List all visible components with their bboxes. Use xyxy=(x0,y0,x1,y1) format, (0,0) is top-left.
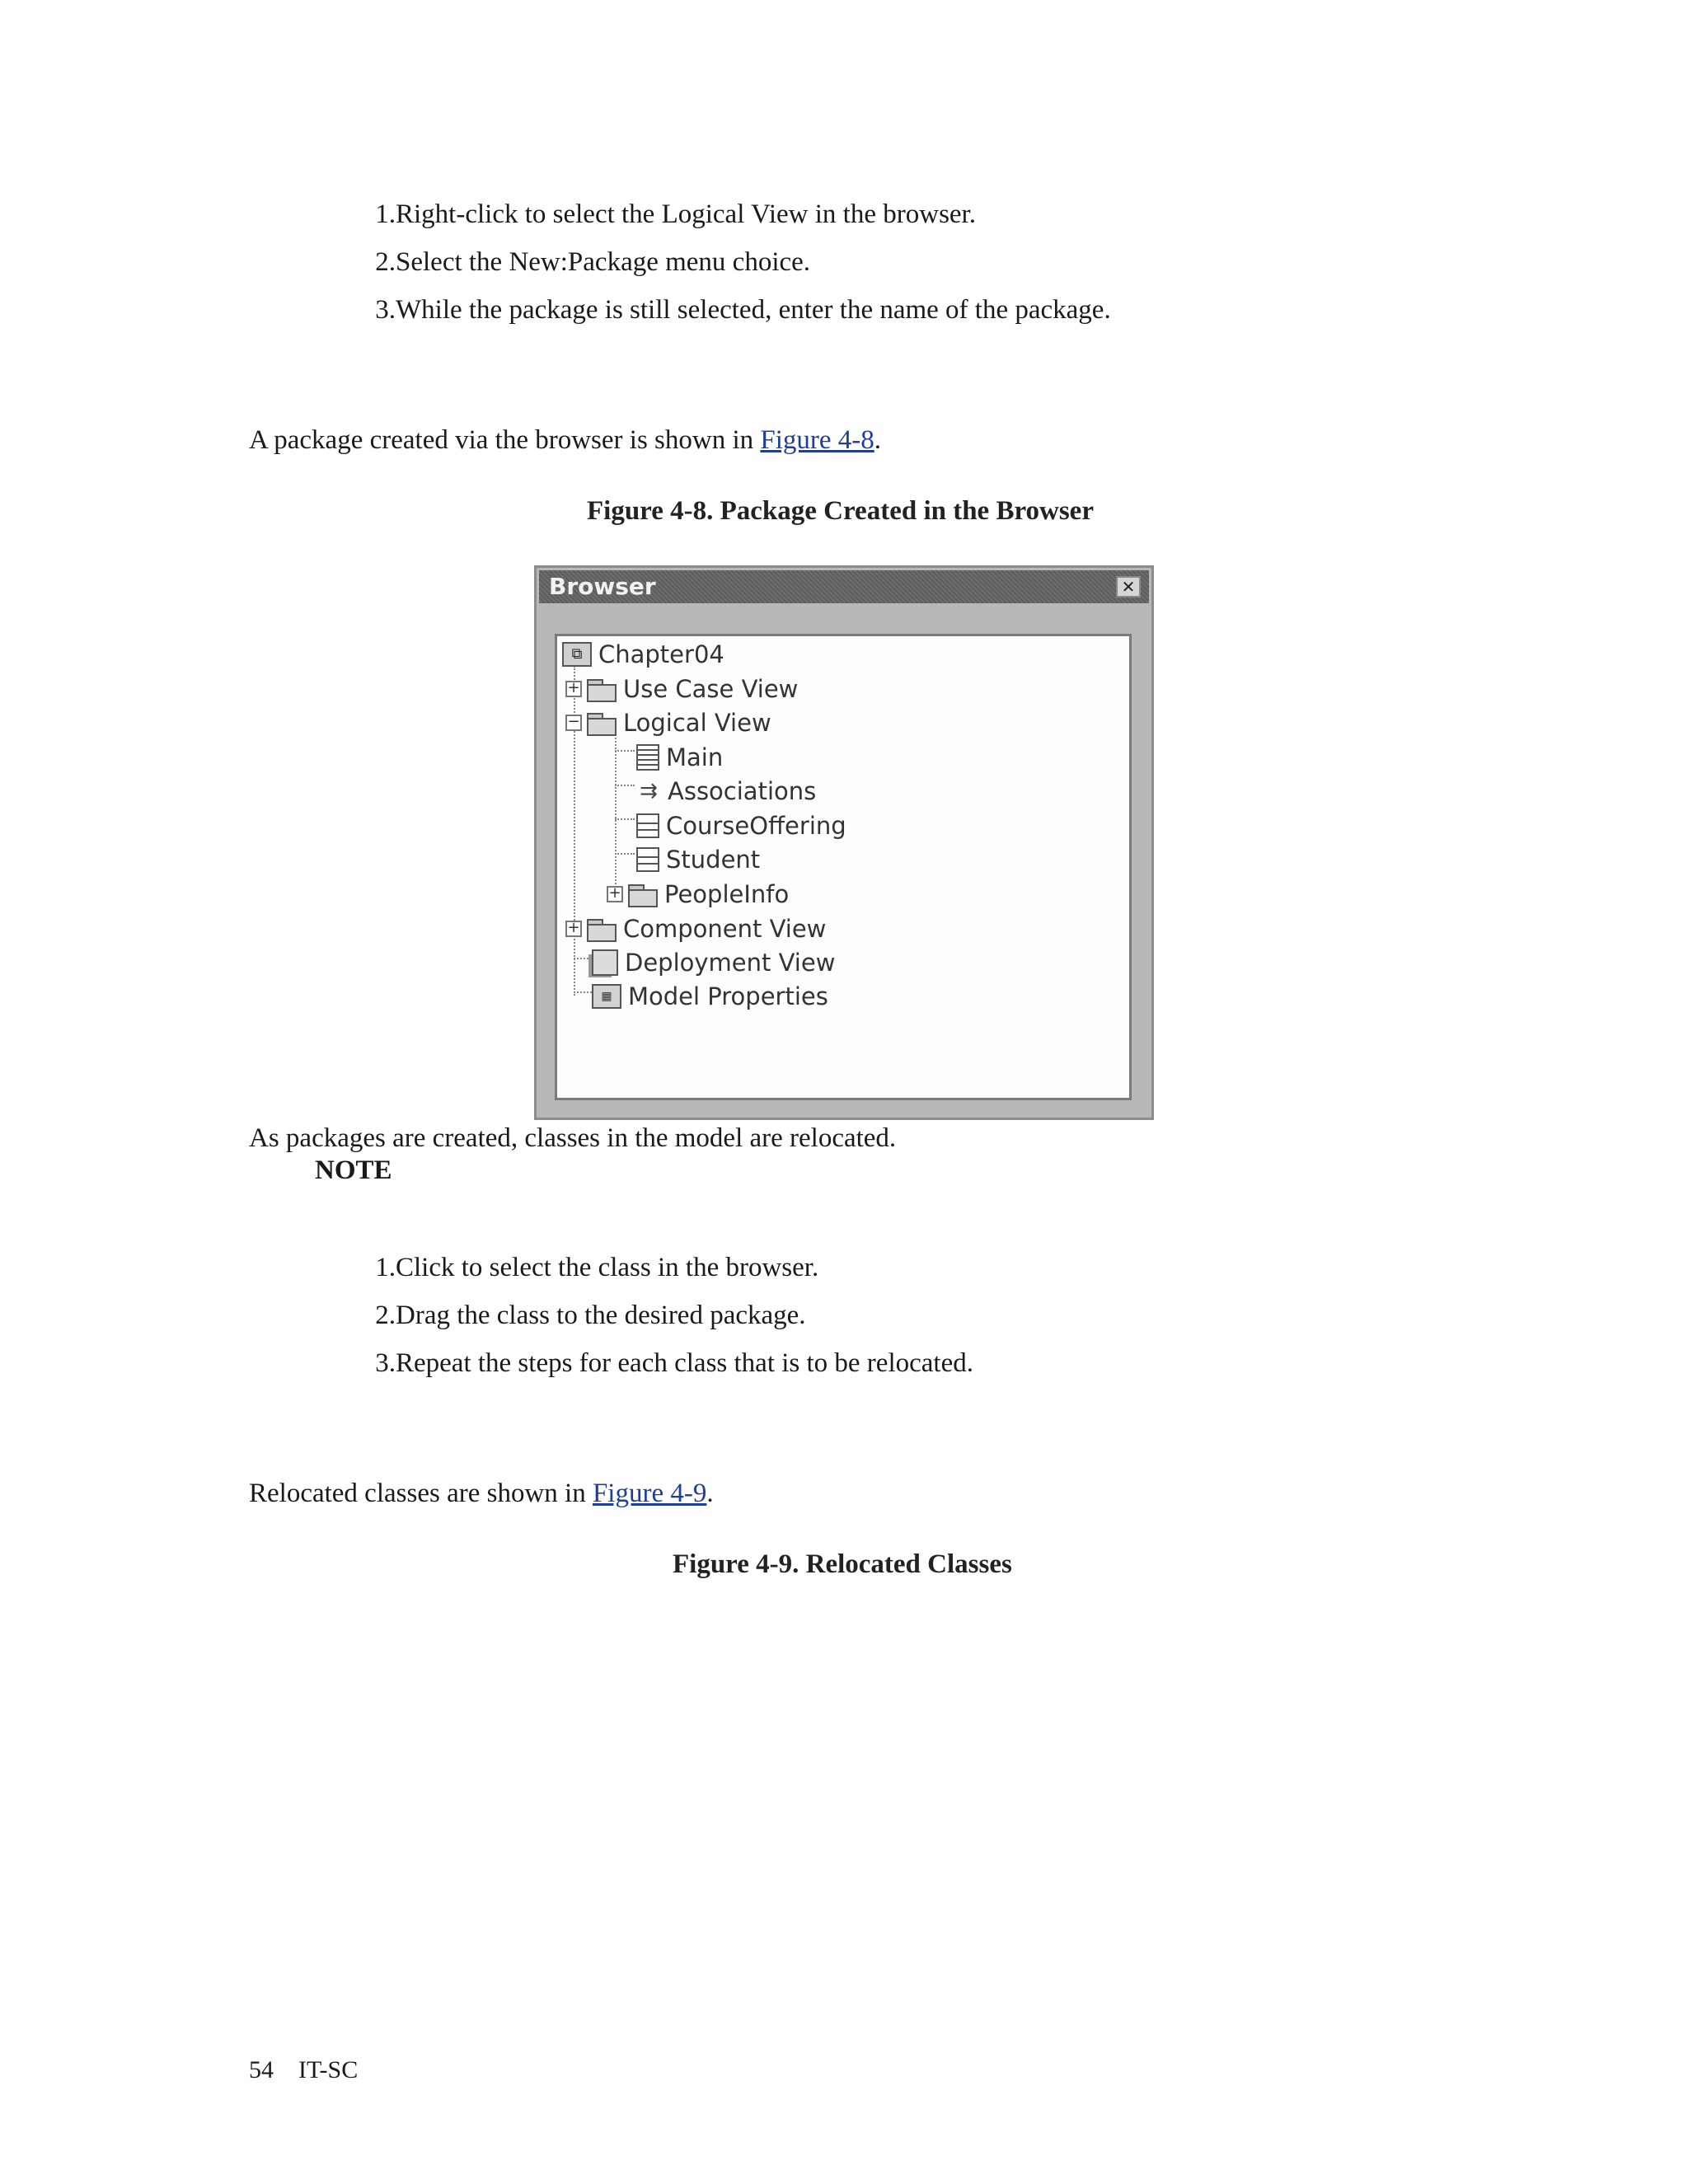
relocated-paragraph xyxy=(249,1477,714,1510)
tree-item-peopleinfo[interactable] xyxy=(607,878,789,911)
relocate-paragraph: As packages are created, classes in the model are relocated. xyxy=(249,1123,897,1153)
paragraph-suffix: . xyxy=(706,1479,714,1508)
page-footer xyxy=(249,2055,358,2085)
browser-titlebar xyxy=(539,570,1149,603)
expand-icon[interactable]: + xyxy=(565,681,582,697)
tree-item-deployment-view[interactable] xyxy=(592,946,835,979)
tree-item-label: Deployment View xyxy=(625,949,836,977)
tree-item-logical-view[interactable] xyxy=(565,706,771,739)
class-icon xyxy=(636,813,659,838)
tree-item-component-view[interactable] xyxy=(565,912,826,945)
folder-icon xyxy=(585,711,617,734)
list-text: Repeat the steps for each class that is to be relocated. xyxy=(396,1348,973,1378)
model-properties-icon: ▦ xyxy=(592,984,621,1009)
paragraph-text: Relocated classes are shown in xyxy=(249,1479,593,1508)
list-text: Click to select the class in the browser. xyxy=(396,1253,819,1282)
list-number: 2. xyxy=(375,1301,396,1330)
deployment-icon xyxy=(592,949,618,976)
package-paragraph xyxy=(249,424,881,457)
tree-item-label: Student xyxy=(666,846,761,874)
folder-icon xyxy=(626,883,658,906)
tree-item-label: Logical View xyxy=(623,709,771,737)
list-number: 2. xyxy=(375,247,396,277)
list-number: 1. xyxy=(375,199,396,229)
footer-source: IT-SC xyxy=(298,2056,359,2083)
tree-item-label: Chapter04 xyxy=(598,640,724,668)
tree-connector xyxy=(615,732,617,893)
class-diagram-icon xyxy=(636,744,659,771)
folder-icon xyxy=(585,677,617,701)
folder-icon xyxy=(585,917,617,940)
browser-title: Browser xyxy=(549,573,656,600)
paragraph-text: A package created via the browser is shown in xyxy=(249,425,761,455)
list-text: Select the New:Package menu choice. xyxy=(396,247,811,277)
close-icon[interactable]: ✕ xyxy=(1116,576,1141,598)
tree-item-label: Main xyxy=(666,743,724,771)
expand-icon[interactable]: + xyxy=(607,886,623,902)
tree-item-courseoffering[interactable] xyxy=(631,809,846,842)
tree-item-associations[interactable] xyxy=(631,775,816,808)
list-number: 3. xyxy=(375,295,396,325)
collapse-icon[interactable]: − xyxy=(565,715,582,731)
association-icon: ⇉ xyxy=(640,779,658,804)
figure-4-8-caption: Figure 4-8. Package Created in the Browser xyxy=(587,496,1094,526)
tree-item-student[interactable] xyxy=(631,843,760,876)
page-number: 54 xyxy=(249,2056,274,2083)
class-icon xyxy=(636,847,659,872)
tree-item-main[interactable] xyxy=(631,741,723,774)
tree-item-label: Component View xyxy=(623,915,827,943)
browser-tree-pane xyxy=(555,634,1132,1100)
figure-4-9-link[interactable]: Figure 4-9 xyxy=(592,1479,707,1508)
figure-4-9-caption: Figure 4-9. Relocated Classes xyxy=(673,1549,1012,1579)
list-text: Drag the class to the desired package. xyxy=(396,1301,806,1330)
list-text: Right-click to select the Logical View in the browser. xyxy=(396,199,976,229)
expand-icon[interactable]: + xyxy=(565,921,582,937)
paragraph-suffix: . xyxy=(874,425,882,455)
list-number: 3. xyxy=(375,1348,396,1378)
tree-item-label: Use Case View xyxy=(623,675,799,703)
tree-item-label: Associations xyxy=(668,777,817,805)
note-label: NOTE xyxy=(315,1155,392,1185)
tree-item-label: CourseOffering xyxy=(666,812,846,840)
tree-item-use-case-view[interactable] xyxy=(565,673,798,705)
tree-item-chapter04[interactable] xyxy=(562,638,724,671)
list-number: 1. xyxy=(375,1253,396,1282)
tree-item-model-properties[interactable] xyxy=(592,980,828,1013)
list-text: While the package is still selected, enter the name of the package. xyxy=(396,295,1111,325)
model-root-icon: ⧉ xyxy=(562,642,592,667)
tree-item-label: Model Properties xyxy=(628,982,828,1010)
tree-item-label: PeopleInfo xyxy=(664,880,790,908)
browser-window-figure xyxy=(534,565,1154,1120)
figure-4-8-link[interactable]: Figure 4-8 xyxy=(760,425,874,455)
